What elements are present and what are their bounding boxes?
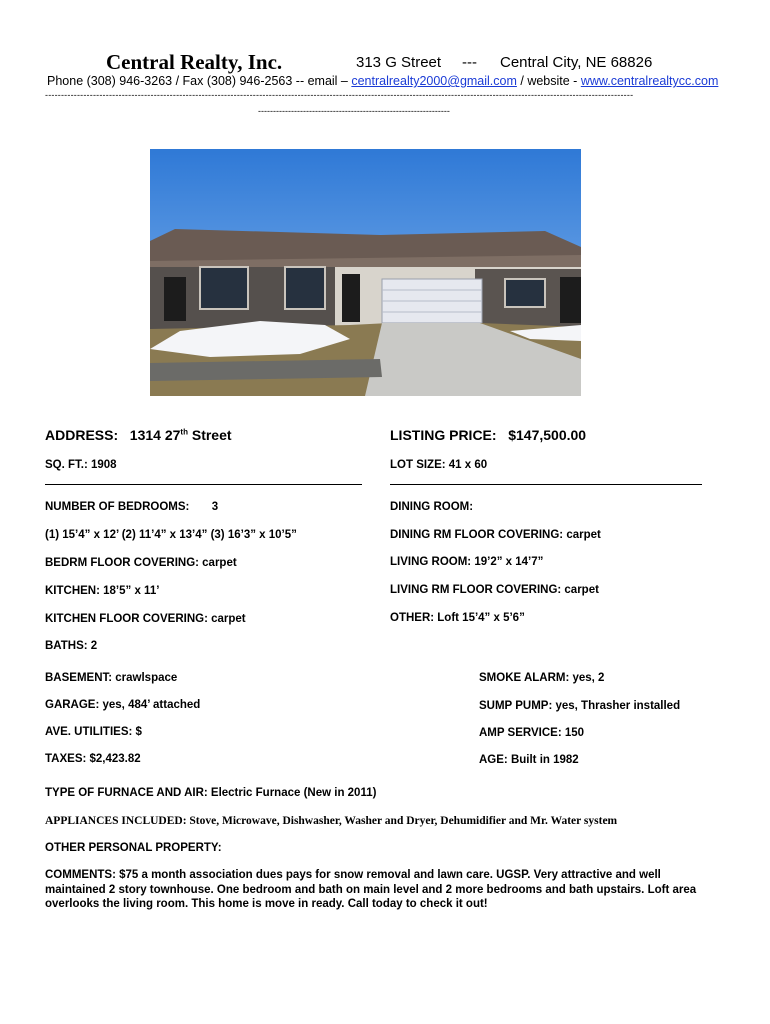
- bedrooms-field: [45, 501, 218, 513]
- address-value: 1314 27: [129, 427, 181, 443]
- dining-floor-field: DINING RM FLOOR COVERING: carpet: [390, 529, 601, 541]
- website-link[interactable]: www.centralrealtycc.com: [580, 74, 719, 88]
- price-label: LISTING PRICE:: [390, 427, 497, 443]
- contact-line: [47, 74, 718, 88]
- other-room-field: OTHER: Loft 15’4” x 5’6”: [390, 612, 525, 624]
- sump-pump-field: SUMP PUMP: yes, Thrasher installed: [479, 700, 681, 712]
- company-street: 313 G Street: [356, 54, 442, 71]
- garage-field: GARAGE: yes, 484’ attached: [45, 699, 201, 711]
- sqft-field: SQ. FT.: 1908: [45, 459, 117, 471]
- header-separator: ---: [462, 54, 477, 71]
- price-value: $147,500.00: [508, 427, 587, 443]
- kitchen-floor-field: KITCHEN FLOOR COVERING: carpet: [45, 613, 246, 625]
- listing-price-field: [390, 427, 586, 443]
- living-room-field: LIVING ROOM: 19’2” x 14’7”: [390, 556, 544, 568]
- amp-service-field: AMP SERVICE: 150: [479, 727, 585, 739]
- appliances-field: APPLIANCES INCLUDED: Stove, Microwave, Dishwasher, Washer and Dryer, Dehumidifier and Mr. Water system: [45, 815, 618, 827]
- contact-phone-fax: Phone (308) 946-3263 / Fax (308) 946-2563 -- email –: [47, 74, 352, 88]
- lot-size-field: LOT SIZE: 41 x 60: [390, 459, 488, 471]
- kitchen-field: KITCHEN: 18’5” x 11’: [45, 585, 160, 597]
- dashed-rule-short: ----------------------------------------------------------------: [258, 106, 450, 116]
- taxes-field: TAXES: $2,423.82: [45, 753, 141, 765]
- company-name: Central Realty, Inc.: [106, 50, 283, 74]
- address-field: [45, 427, 232, 443]
- email-link[interactable]: centralrealty2000@gmail.com: [351, 74, 517, 88]
- furnace-field: TYPE OF FURNACE AND AIR: Electric Furnace (New in 2011): [45, 787, 377, 799]
- address-suffix: th: [180, 427, 188, 437]
- comments-field: COMMENTS: $75 a month association dues pays for snow removal and lawn care. UGSP. Very attractive and well maintained 2 story townhouse. One bedroom and bath on main level and 2 more bedrooms and bath upstairs. Loft area overlooks the living room. This home is move in ready. Call today to check it out!: [45, 869, 697, 910]
- contact-website-label: / website -: [516, 74, 581, 88]
- address-street: Street: [187, 427, 232, 443]
- bedroom-sizes-field: (1) 15’4” x 12’ (2) 11’4” x 13’4” (3) 16’3” x 10’5”: [45, 529, 297, 541]
- age-field: AGE: Built in 1982: [479, 754, 579, 766]
- smoke-alarm-field: SMOKE ALARM: yes, 2: [479, 672, 605, 684]
- other-property-field: OTHER PERSONAL PROPERTY:: [45, 842, 222, 854]
- basement-field: BASEMENT: crawlspace: [45, 672, 178, 684]
- living-floor-field: LIVING RM FLOOR COVERING: carpet: [390, 584, 599, 596]
- divider-left: [45, 484, 362, 485]
- utilities-field: AVE. UTILITIES: $: [45, 726, 142, 738]
- dashed-rule: ----------------------------------------------------------------------------------------------------------------------------------------------------------------------------------------: [45, 90, 634, 100]
- bedrooms-value: 3: [211, 501, 219, 513]
- bedrooms-label: NUMBER OF BEDROOMS:: [45, 501, 190, 513]
- address-label: ADDRESS:: [45, 427, 119, 443]
- bedroom-floor-field: BEDRM FLOOR COVERING: carpet: [45, 557, 237, 569]
- dining-room-field: DINING ROOM:: [390, 501, 474, 513]
- company-city: Central City, NE 68826: [500, 54, 653, 71]
- divider-right: [390, 484, 702, 485]
- property-photo: [150, 149, 581, 396]
- baths-field: BATHS: 2: [45, 640, 98, 652]
